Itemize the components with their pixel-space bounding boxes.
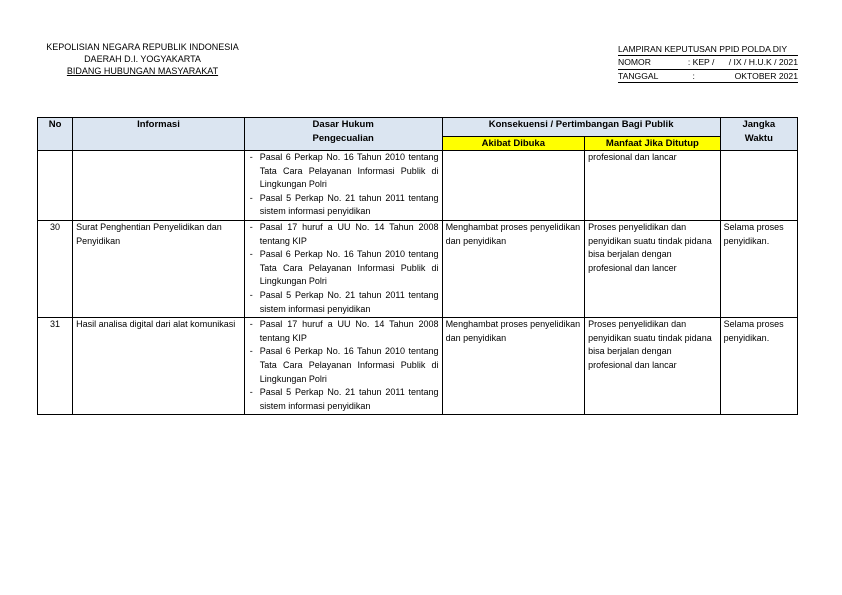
table-row [38, 220, 798, 317]
legal-basis-item: - Pasal 6 Perkap No. 16 Tahun 2010 tentang Tata Cara Pelayanan Informasi Publik di Lingkungan Polri [248, 248, 439, 289]
legal-basis-item: - Pasal 17 huruf a UU No. 14 Tahun 2008 tentang KIP [248, 221, 439, 248]
row-no [38, 151, 73, 221]
nomor-row [618, 56, 798, 69]
tanggal-value: OKTOBER 2021 [734, 70, 798, 81]
header-no: No [38, 118, 73, 151]
tanggal-colon: : [692, 70, 695, 81]
row-dasar-hukum [244, 220, 442, 317]
legal-basis-item: - Pasal 5 Perkap No. 21 tahun 2011 tentang sistem informasi penyidikan [248, 386, 439, 413]
row-akibat [442, 151, 585, 221]
row-dasar-hukum [244, 151, 442, 221]
row-jangka: Selama proses penyidikan. [720, 318, 797, 415]
attachment-title: LAMPIRAN KEPUTUSAN PPID POLDA DIY [618, 43, 798, 56]
header-informasi: Informasi [73, 118, 245, 151]
tanggal-label: TANGGAL : [618, 70, 695, 81]
legal-basis-item: - Pasal 17 huruf a UU No. 14 Tahun 2008 tentang KIP [248, 318, 439, 345]
table-row [38, 151, 798, 221]
legal-basis-item: - Pasal 5 Perkap No. 21 tahun 2011 tentang sistem informasi penyidikan [248, 192, 439, 219]
row-akibat: Menghambat proses penyelidikan dan penyidikan [442, 220, 585, 317]
row-no: 31 [38, 318, 73, 415]
letterhead-line2: DAERAH D.I. YOGYAKARTA [84, 54, 201, 64]
exception-table [37, 117, 798, 415]
header-dasar-hukum: Dasar Hukum Pengecualian [244, 118, 442, 151]
row-manfaat: Proses penyelidikan dan penyidikan suatu tindak pidana bisa berjalan dengan profesional dan lancar [585, 318, 721, 415]
row-informasi: Surat Penghentian Penyelidikan dan Penyidikan [73, 220, 245, 317]
header-konsekuensi: Konsekuensi / Pertimbangan Bagi Publik [442, 118, 720, 137]
row-jangka: Selama proses penyidikan. [720, 220, 797, 317]
attachment-reference [618, 43, 798, 83]
letterhead-line1: KEPOLISIAN NEGARA REPUBLIK INDONESIA [46, 42, 239, 52]
letterhead-line3: BIDANG HUBUNGAN MASYARAKAT [66, 66, 219, 76]
header-jangka-waktu: Jangka Waktu [720, 118, 797, 151]
nomor-value: : KEP / / IX / H.U.K / 2021 [687, 57, 798, 68]
legal-basis-item: - Pasal 6 Perkap No. 16 Tahun 2010 tentang Tata Cara Pelayanan Informasi Publik di Lingkungan Polri [248, 345, 439, 386]
header-manfaat-jika-ditutup: Manfaat Jika Ditutup [585, 137, 721, 151]
letterhead [40, 41, 245, 77]
row-manfaat: Proses penyelidikan dan penyidikan suatu tindak pidana bisa berjalan dengan profesional dan lancer [585, 220, 721, 317]
table-row [38, 318, 798, 415]
row-dasar-hukum [244, 318, 442, 415]
row-akibat: Menghambat proses penyelidikan dan penyidikan [442, 318, 585, 415]
row-manfaat: profesional dan lancar [585, 151, 721, 221]
header-akibat-dibuka: Akibat Dibuka [442, 137, 585, 151]
row-jangka [720, 151, 797, 221]
legal-basis-item: - Pasal 6 Perkap No. 16 Tahun 2010 tentang Tata Cara Pelayanan Informasi Publik di Lingkungan Polri [248, 151, 439, 192]
row-informasi: Hasil analisa digital dari alat komunikasi [73, 318, 245, 415]
row-informasi [73, 151, 245, 221]
nomor-label: NOMOR [618, 57, 651, 68]
tanggal-row [618, 70, 798, 83]
legal-basis-item: - Pasal 5 Perkap No. 21 tahun 2011 tentang sistem informasi penyidikan [248, 289, 439, 316]
row-no: 30 [38, 220, 73, 317]
